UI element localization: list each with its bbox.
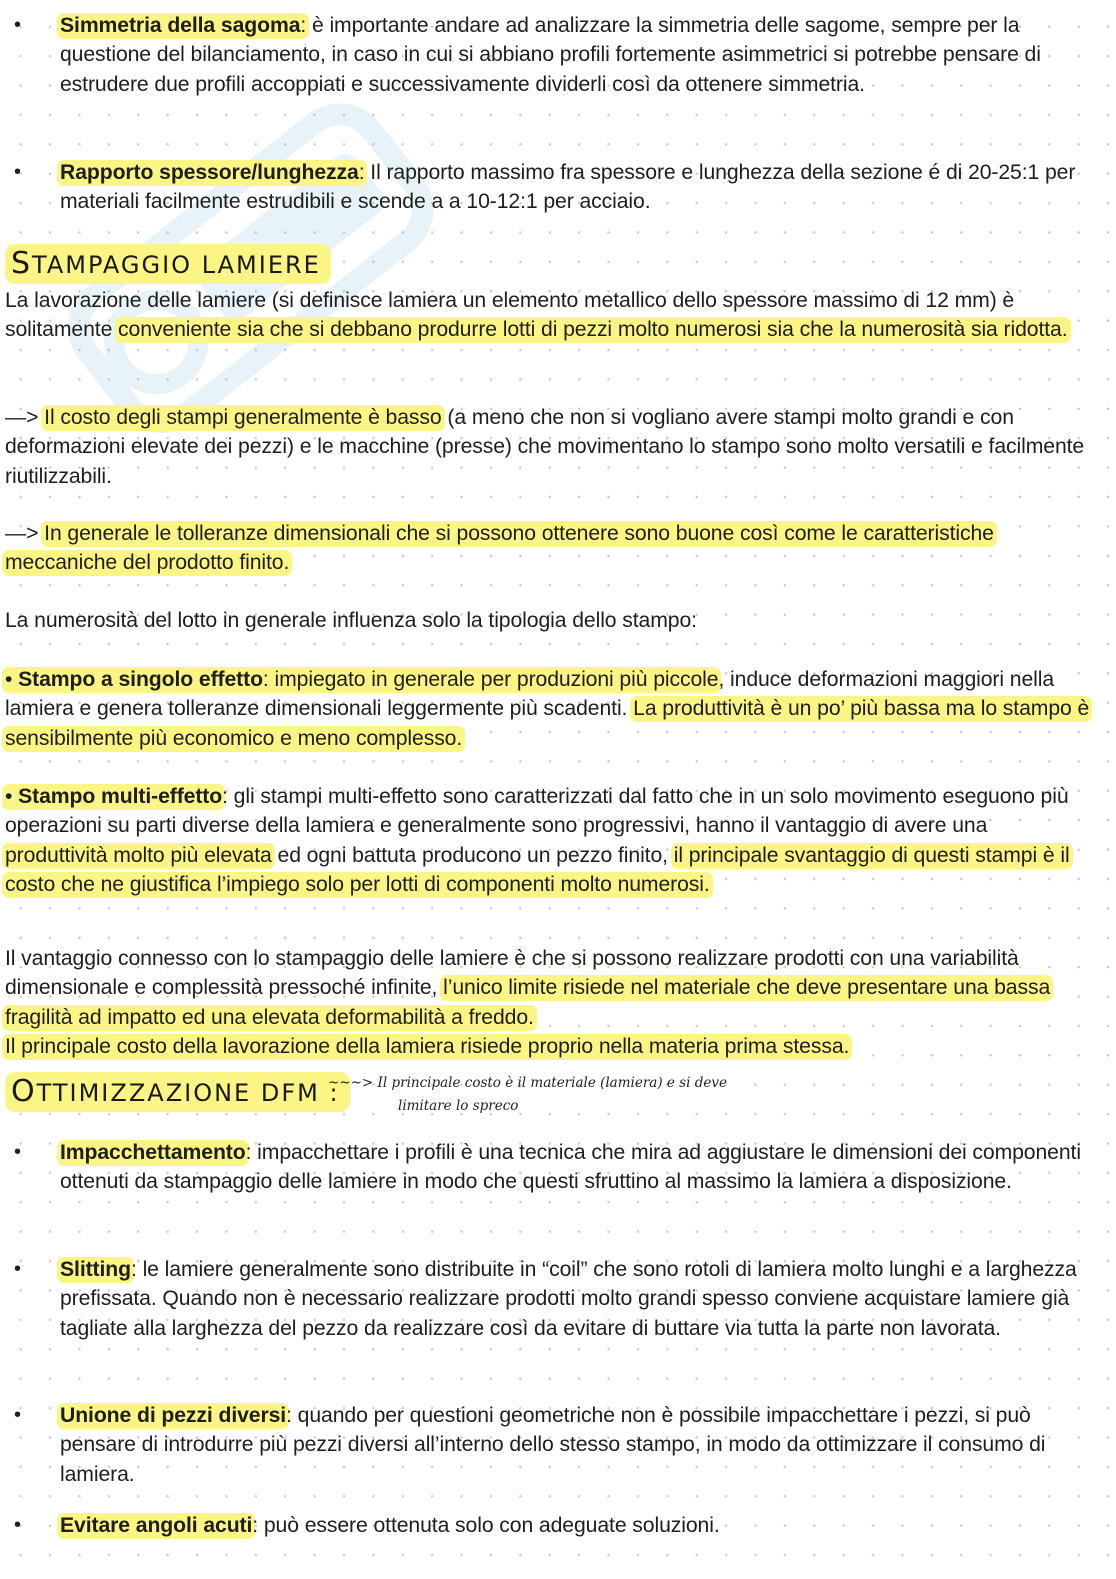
dfm-item-text: : le lamiere generalmente sono distribuite in “coil” che sono rotoli di lamiera molto lunghi e a larghezza prefissata. Quando non è necessario realizzare prodotti molto grandi spesso conviene acquistare lamiere già tagliate alla larghezza del pezzo da realizzare così da evitare di buttare via tutta la parte non lavorata. (60, 1258, 1077, 1340)
stamp-single-highlight: La produttività è un po’ più bassa ma lo stampo è sensibilmente più economico e meno complesso. (2, 696, 1092, 751)
para-tolerance (5, 519, 1065, 578)
para-lot (5, 606, 1095, 635)
advantage-plain: Il vantaggio connesso con lo stampaggio delle lamiere è che si possono realizzare prodotti con una variabilità dimensionale e complessità pressoché infinite, (5, 947, 1019, 1000)
stamp-multi-plain1: : gli stampi multi-effetto sono caratterizzati dal fatto che in un solo movimento eseguono più operazioni su parti diverse della lamiera e generalmente sono progressivi, hanno il vantaggio di avere una (5, 785, 1069, 838)
section-symmetry (60, 11, 1090, 99)
bullet: • (14, 1141, 22, 1163)
cost-plain: (a meno che non si vogliano avere stampi molto grandi e con deformazioni elevate dei pezzi) e le macchine (presse) che movimentano lo stampo sono molto versatili e facilmente riutilizzabili. (5, 406, 1085, 488)
dfm-item-impacchettamento (60, 1138, 1085, 1197)
heading-stamping (5, 244, 331, 284)
stamp-multi (5, 782, 1095, 899)
stamp-multi-head: • Stampo multi-effetto (2, 784, 225, 810)
heading-stamping-cap: S (11, 246, 33, 281)
dfm-item-text: : quando per questioni geometriche non è possibile impacchettare i pezzi, si può pensare di introdurre più pezzi diversi all’interno dello stesso stampo, in modo da ottimizzare il consumo di lamiera. (60, 1404, 1046, 1486)
ratio-title: Rapporto spessore/lunghezza: (57, 160, 367, 186)
bullet: • (14, 14, 22, 36)
symmetry-text: è importante andare ad analizzare la simmetria delle sagome, sempre per la questione del bilanciamento, in caso in cui si abbiano profili fortemente asimmetrici si potrebbe pensare di estrudere due profili accoppiati e successivamente dividerli così da ottenere simmetria. (60, 14, 1041, 96)
bullet: • (14, 161, 22, 183)
stamp-single-plain: , induce deformazioni maggiori nella lamiera e genera tolleranze dimensionali leggermente più scadenti. (5, 668, 1055, 721)
symmetry-title: Simmetria della sagoma: (57, 13, 309, 39)
heading-dfm-rest: TTIMIZZAZIONE DFM : (36, 1079, 340, 1107)
intro-plain: La lavorazione delle lamiere (si definisce lamiera un elemento metallico dello spessore massimo di 12 mm) è solitamente (5, 289, 1015, 342)
ratio-text: Il rapporto massimo fra spessore e lunghezza della sezione é di 20-25:1 per materiali facilmente estrudibili e scende a a 10-12:1 per acciaio. (60, 161, 1076, 214)
handwritten-note-line2: limitare lo spreco (398, 1098, 519, 1114)
arrow: —> (5, 522, 39, 545)
advantage-highlight1: l’unico limite risiede nel materiale che deve presentare una bassa fragilità ad impatto ed una elevata deformabilità a freddo. (2, 975, 1053, 1030)
bullet: • (14, 1404, 22, 1426)
bullet: • (14, 1514, 22, 1536)
para-cost (5, 403, 1090, 491)
dfm-item-title: Evitare angoli acuti (57, 1513, 255, 1539)
dfm-item-unione (60, 1401, 1070, 1489)
dfm-item-title: Slitting (57, 1257, 134, 1283)
dfm-item-text: : impacchettare i profili è una tecnica che mira ad aggiustare le dimensioni dei componenti ottenuti da stampaggio delle lamiere in modo che questi sfruttino al massimo la lamiera a disposizione. (60, 1141, 1081, 1194)
cost-highlight: Il costo degli stampi generalmente è basso (41, 405, 444, 431)
para-intro (5, 286, 1095, 345)
dfm-item-slitting (60, 1255, 1085, 1343)
stamp-single-head: • Stampo a singolo effetto: impiegato in generale per produzioni più piccole (2, 667, 721, 693)
lot-text: La numerosità del lotto in generale influenza solo la tipologia dello stampo: (5, 609, 697, 632)
heading-dfm (5, 1072, 350, 1112)
intro-highlight: conveniente sia che si debbano produrre lotti di pezzi molto numerosi sia che la numerosità sia ridotta. (115, 317, 1070, 343)
dfm-item-text: : può essere ottenuta solo con adeguate soluzioni. (252, 1514, 720, 1537)
stamp-multi-highlight1: produttività molto più elevata (2, 843, 275, 869)
handwritten-note-line1: ~~~> Il principale costo è il materiale (lamiera) e si deve (328, 1075, 727, 1091)
stamp-multi-plain2: ed ogni battuta producono un pezzo finito, (277, 843, 668, 867)
advantage-highlight2: Il principale costo della lavorazione della lamiera risiede proprio nella materia prima stessa. (2, 1034, 852, 1060)
dfm-item-angoli (60, 1511, 1085, 1540)
tolerance-highlight: In generale le tolleranze dimensionali che si possono ottenere sono buone così come le caratteristiche meccaniche del prodotto finito. (2, 521, 997, 576)
stamp-single (5, 665, 1095, 753)
dfm-item-title: Impacchettamento (57, 1140, 249, 1166)
para-advantage (5, 944, 1095, 1061)
dfm-item-title: Unione di pezzi diversi (57, 1403, 289, 1429)
heading-stamping-rest: TAMPAGGIO LAMIERE (32, 251, 321, 279)
heading-dfm-cap: O (11, 1074, 37, 1109)
bullet: • (14, 1258, 22, 1280)
arrow: —> (5, 406, 39, 429)
stamp-multi-highlight2: il principale svantaggio di questi stampi è il costo che ne giustifica l’impiego solo per lotti di componenti molto numerosi. (2, 843, 1073, 898)
section-ratio (60, 158, 1090, 217)
